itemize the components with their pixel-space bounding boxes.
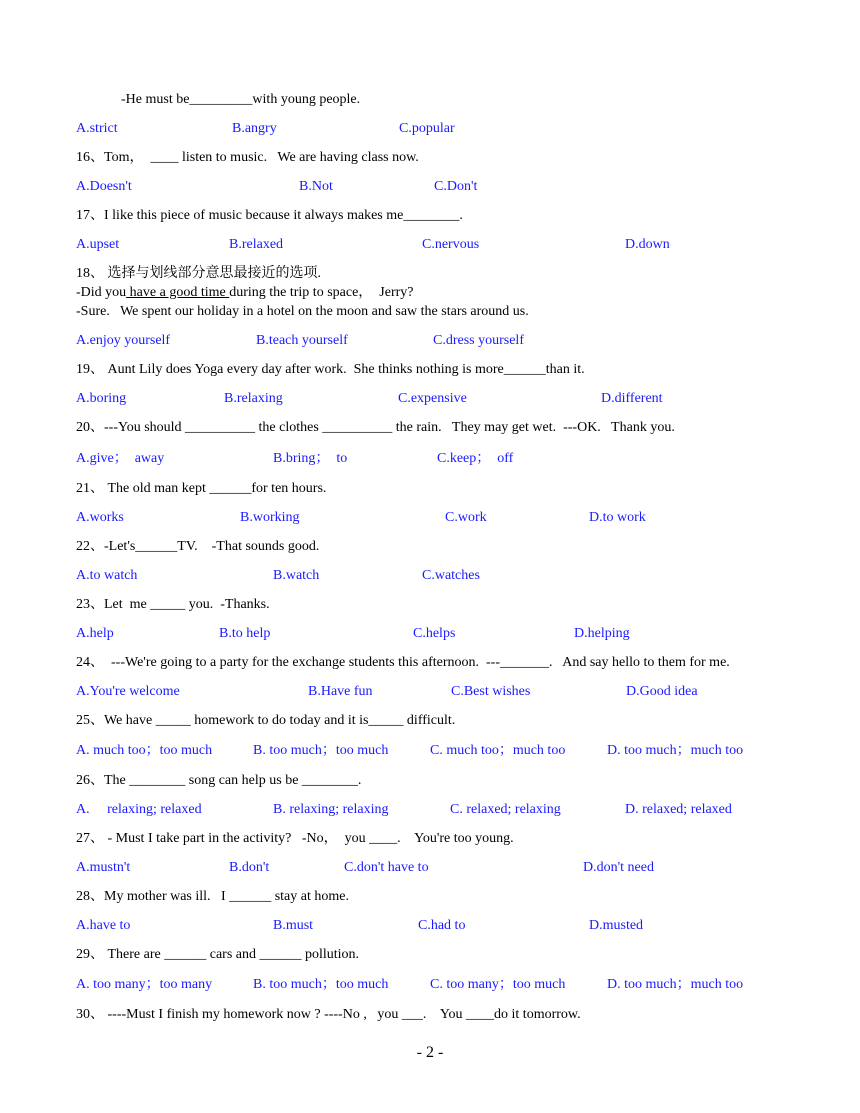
option-b: B.Have fun: [308, 684, 373, 699]
question-text: 20、---You should __________ the clothes __________ the rain. They may get wet. ---OK. Thank you.: [76, 420, 675, 435]
option-c: C.watches: [422, 568, 480, 583]
option-c: C.had to: [418, 918, 466, 933]
option-a: A.boring: [76, 391, 127, 406]
option-d: D.don't need: [583, 860, 654, 875]
option-b: B. too much；too much: [253, 743, 389, 758]
option-c: C. much too；much too: [430, 743, 566, 758]
question-text: 26、The ________ song can help us be ________.: [76, 773, 362, 788]
question-text: 19、 Aunt Lily does Yoga every day after work. She thinks nothing is more______than it.: [76, 362, 585, 377]
question-text: 18、 选择与划线部分意思最接近的选项.: [76, 266, 321, 281]
option-a: A.have to: [76, 918, 131, 933]
option-c: C. relaxed; relaxing: [450, 802, 561, 817]
option-a: A.enjoy yourself: [76, 333, 171, 348]
question-text: 25、We have _____ homework to do today and it is_____ difficult.: [76, 713, 456, 728]
dialogue-text: -Did you: [76, 285, 127, 300]
option-d: D. too much；much too: [607, 977, 744, 992]
option-a: A.help: [76, 626, 114, 641]
option-a: A. too many；too many: [76, 977, 213, 992]
option-a: A. much too；too much: [76, 743, 213, 758]
option-a: A.give； away: [76, 451, 165, 466]
option-b: B.teach yourself: [256, 333, 348, 348]
option-d: D. too much；much too: [607, 743, 744, 758]
option-a: A.Doesn't: [76, 179, 132, 194]
option-d: D.helping: [574, 626, 630, 641]
option-c: C.popular: [399, 121, 455, 136]
question-text: 17、I like this piece of music because it always makes me________.: [76, 208, 463, 223]
option-d: D.to work: [589, 510, 646, 525]
option-a: A.strict: [76, 121, 118, 136]
dialogue-text: during the trip to space， Jerry?: [229, 285, 414, 300]
option-c: C.Don't: [434, 179, 478, 194]
question-text: 16、Tom， ____ listen to music. We are having class now.: [76, 150, 419, 165]
page-number: - 2 -: [416, 1044, 444, 1061]
option-b: B.relaxing: [224, 391, 283, 406]
option-d: D.different: [601, 391, 663, 406]
option-b: B.angry: [232, 121, 277, 136]
option-d: D.Good idea: [626, 684, 698, 699]
option-a: A. relaxing; relaxed: [76, 802, 202, 817]
option-c: C.nervous: [422, 237, 480, 252]
option-b: B.working: [240, 510, 300, 525]
option-b: B.to help: [219, 626, 271, 641]
option-b: B.relaxed: [229, 237, 284, 252]
question-text: 22、-Let's______TV. -That sounds good.: [76, 539, 320, 554]
option-b: B.don't: [229, 860, 270, 875]
option-d: D. relaxed; relaxed: [625, 802, 732, 817]
option-a: A.works: [76, 510, 124, 525]
underlined-phrase: have a good time: [126, 285, 230, 300]
option-a: A.to watch: [76, 568, 138, 583]
option-b: B.must: [273, 918, 314, 933]
option-c: C.Best wishes: [451, 684, 531, 699]
option-b: B.watch: [273, 568, 320, 583]
option-a: A.mustn't: [76, 860, 131, 875]
option-c: C.expensive: [398, 391, 467, 406]
question-text: 24、 ---We're going to a party for the exchange students this afternoon. ---_______. And say hello to them for me.: [76, 655, 730, 670]
option-b: B. too much；too much: [253, 977, 389, 992]
question-text: 21、 The old man kept ______for ten hours.: [76, 481, 327, 496]
question-text: 28、My mother was ill. I ______ stay at home.: [76, 889, 349, 904]
option-c: C.dress yourself: [433, 333, 524, 348]
option-c: C.work: [445, 510, 487, 525]
question-text: 30、 ----Must I finish my homework now ? ----No , you ___. You ____do it tomorrow.: [76, 1007, 581, 1022]
question-text: -He must be_________with young people.: [121, 92, 361, 107]
option-a: A.upset: [76, 237, 120, 252]
dialogue-line: -Sure. We spent our holiday in a hotel on the moon and saw the stars around us.: [76, 304, 529, 319]
option-c: C.don't have to: [344, 860, 429, 875]
question-text: 23、Let me _____ you. -Thanks.: [76, 597, 270, 612]
option-d: D.musted: [589, 918, 644, 933]
option-b: B. relaxing; relaxing: [273, 802, 389, 817]
question-text: 27、 - Must I take part in the activity? -No， you ____. You're too young.: [76, 831, 514, 846]
option-c: C. too many；too much: [430, 977, 566, 992]
dialogue-line: [76, 284, 413, 302]
option-b: B.bring； to: [273, 451, 348, 466]
option-a: A.You're welcome: [76, 684, 180, 699]
option-d: D.down: [625, 237, 670, 252]
option-c: C.helps: [413, 626, 456, 641]
option-c: C.keep； off: [437, 451, 514, 466]
question-text: 29、 There are ______ cars and ______ pollution.: [76, 947, 360, 962]
option-b: B.Not: [299, 179, 333, 194]
